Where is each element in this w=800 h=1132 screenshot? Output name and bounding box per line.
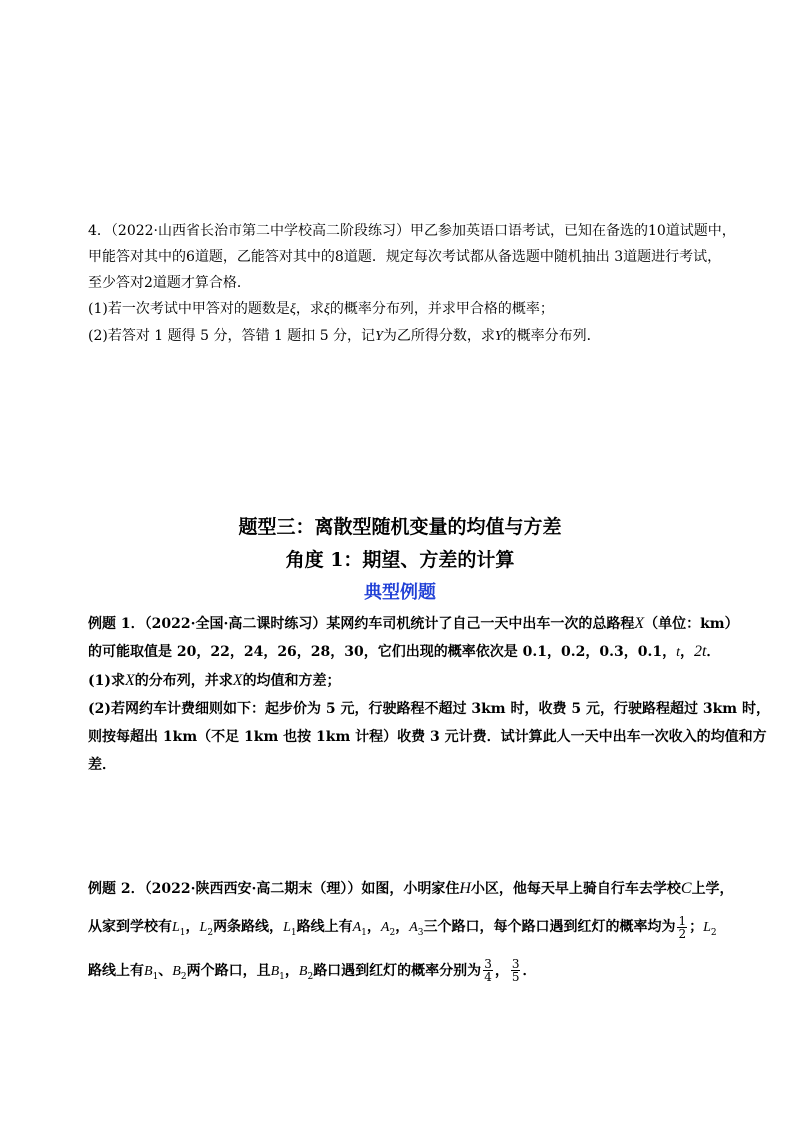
q4-part-2: (2)若答对 1 题得 5 分，答错 1 题扣 5 分，记Y为乙所得分数，求Y的概率分布列．: [88, 328, 601, 344]
ex1-line-1: 例题 1．（2022·全国·高二课时练习）某网约车司机统计了自己一天中出车一次的总路程X（单位：km）: [88, 615, 739, 632]
ex1-line-4: (2)若网约车计费细则如下：起步价为 5 元，行驶路程不超过 3km 时，收费 5 元，行驶路程超过 3km 时，: [88, 701, 770, 717]
example-heading: 典型例题: [364, 582, 436, 603]
fraction-three-fifths: $\frac{3}{5}$: [511, 957, 520, 985]
q4-part-1: (1)若一次考试中甲答对的题数是ξ，求ξ的概率分布列，并求甲合格的概率；: [88, 301, 554, 317]
q4-line-3: 至少答对2道题才算合格．: [88, 275, 251, 291]
example-2: [88, 870, 734, 996]
section-title: 题型三：离散型随机变量的均值与方差: [238, 516, 562, 538]
xi-symbol: ξ: [289, 302, 296, 317]
question-4: [88, 218, 736, 350]
ex1-line-3: (1)求X的分布列，并求X的均值和方差；: [88, 672, 341, 689]
Y-symbol: Y: [375, 329, 383, 344]
ex1-line-6: 差．: [88, 757, 116, 773]
angle-title: 角度 1：期望、方差的计算: [285, 549, 515, 571]
example-1: [88, 610, 770, 779]
fraction-three-quarters: $\frac{3}{4}$: [484, 957, 492, 985]
ex2-line-1: 例题 2．（2022·陕西西安·高二期末（理））如图，小明家住H小区，他每天早上骑自行车去学校C上学，: [88, 880, 734, 897]
ex2-line-2: 从家到学校有$L_1$，$L_2$两条路线，$L_1$路线上有$A_1$，$A_2$，$A_3$三个路口，每个路口遇到红灯的概率均为 $\frac{1}{2}$ ；$L_2$: [88, 913, 717, 941]
ex1-line-2: 的可能取值是 20，22，24，26，28，30，它们出现的概率依次是 0.1，0.2，0.3，0.1，t，2t．: [88, 643, 721, 660]
ex2-line-3: 路线上有$B_1$、$B_2$两个路口，且$B_1$，$B_2$路口遇到红灯的概率分别为 $\frac{3}{4}$ ， $\frac{3}{5}$ ．: [88, 957, 537, 985]
ex1-line-5: 则按每超出 1km（不足 1km 也按 1km 计程）收费 3 元计费．试计算此人一天中出车一次收入的均值和方: [88, 729, 767, 745]
fraction-one-half: $\frac{1}{2}$: [678, 913, 687, 941]
Y-symbol: Y: [494, 329, 503, 344]
q4-line-1: 4．（2022·山西省长治市第二中学校高二阶段练习）甲乙参加英语口语考试，已知在备选的10道试题中，: [88, 223, 736, 239]
q4-line-2: 甲能答对其中的6道题，乙能答对其中的8道题．规定每次考试都从备选题中随机抽出 3道题进行考试，: [88, 249, 722, 265]
xi-symbol: ξ: [323, 302, 330, 317]
